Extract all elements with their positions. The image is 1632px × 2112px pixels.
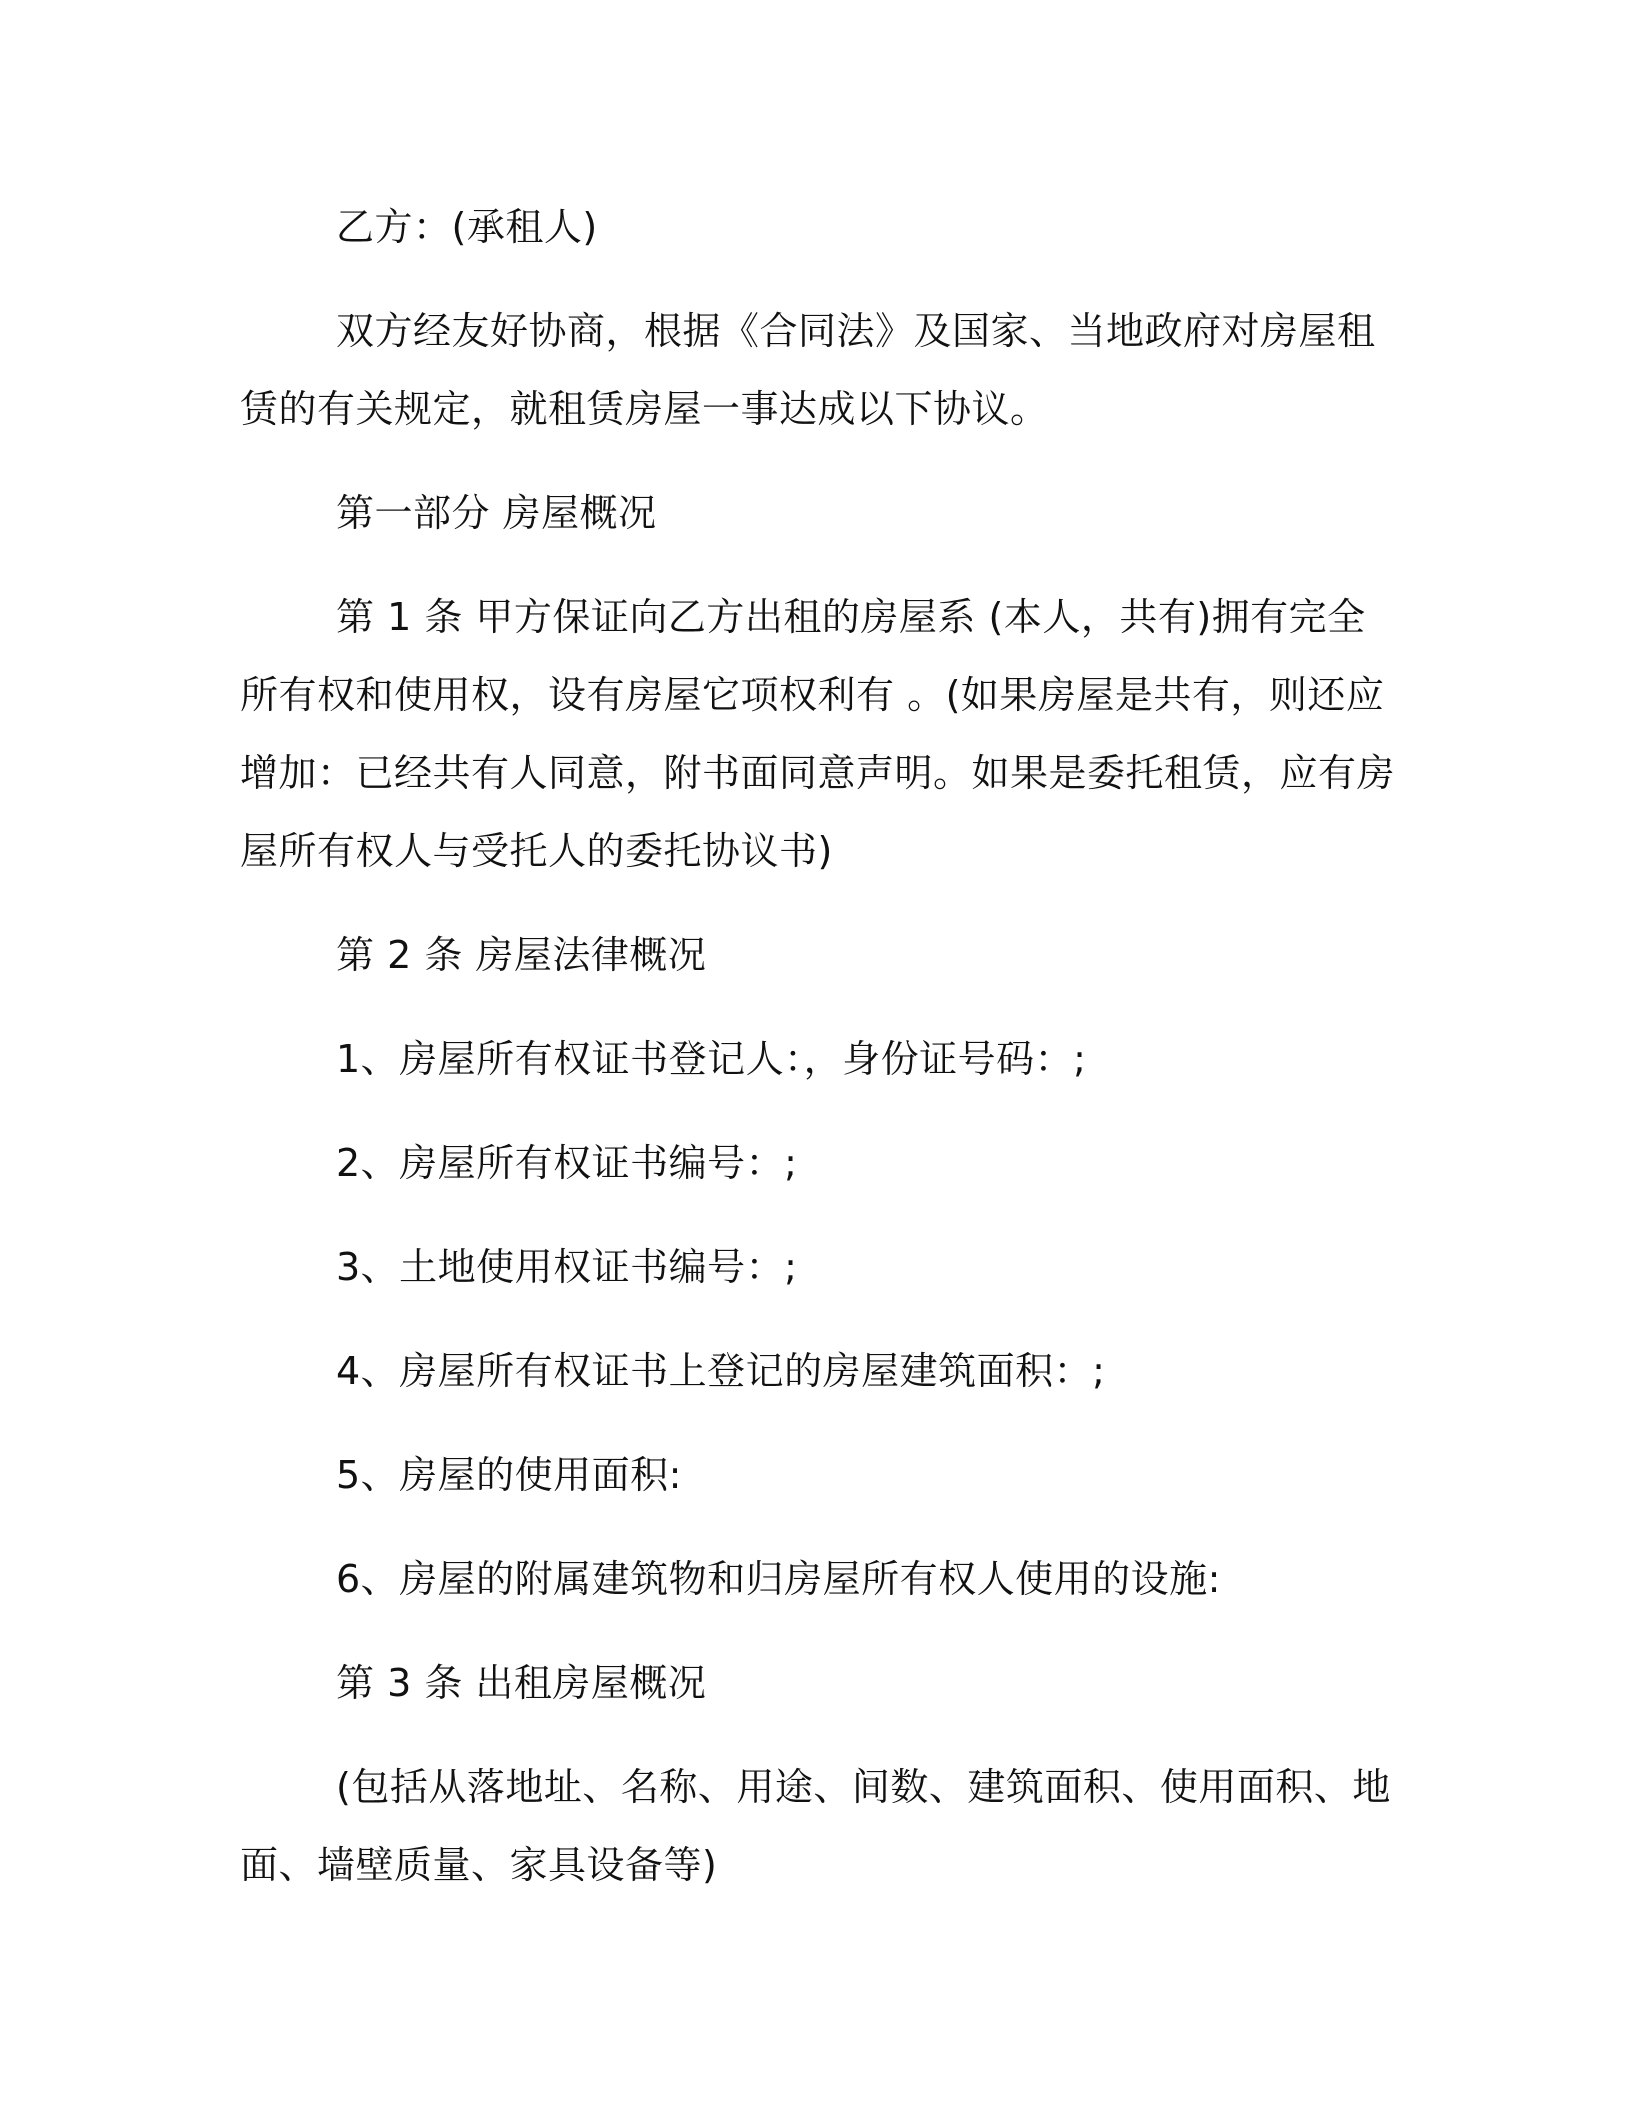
list-item: 5、房屋的使用面积: [336, 1453, 682, 1497]
list-item: 2、房屋所有权证书编号：; [336, 1141, 798, 1185]
article-2-heading: 第 2 条 房屋法律概况 [336, 933, 707, 977]
list-item: 1、房屋所有权证书登记人：，身份证号码：; [336, 1037, 1087, 1081]
article-1-paragraph: 第 1 条 甲方保证向乙方出租的房屋系 (本人，共有)拥有完全所有权和使用权，设有房屋它项权利有 。(如果房屋是共有，则还应增加：已经共有人同意，附书面同意声明。如果是委托租赁，应有房屋所有权人与受托人的委托协议书) [240, 595, 1396, 873]
list-item: 3、土地使用权证书编号：; [336, 1245, 798, 1289]
article-3-description: (包括从落地址、名称、用途、间数、建筑面积、使用面积、地面、墙壁质量、家具设备等) [240, 1765, 1391, 1887]
part-one-heading: 第一部分 房屋概况 [336, 491, 657, 535]
party-b-line: 乙方：(承租人) [336, 205, 598, 249]
list-item: 4、房屋所有权证书上登记的房屋建筑面积：; [336, 1349, 1106, 1393]
document-body [240, 188, 1396, 1904]
preamble-paragraph: 双方经友好协商，根据《合同法》及国家、当地政府对房屋租赁的有关规定，就租赁房屋一事达成以下协议。 [240, 309, 1376, 431]
list-item: 6、房屋的附属建筑物和归房屋所有权人使用的设施: [336, 1557, 1221, 1601]
article-3-heading: 第 3 条 出租房屋概况 [336, 1661, 707, 1705]
